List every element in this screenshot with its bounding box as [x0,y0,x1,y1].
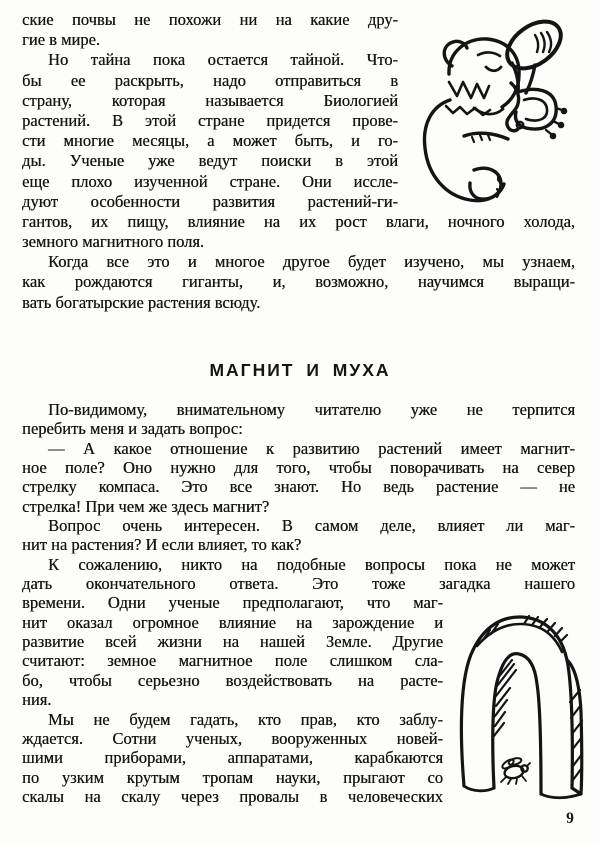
text-line: гантов, их пищу, влияние на их рост влаги, ночного холода, [22,211,575,231]
text-line: перебить меня и задать вопрос: [22,419,243,439]
text-line: как рождаются гиганты, и, возможно, научимся выращи- [22,272,575,292]
text-line: Вопрос очень интересен. В самом деле, влияет ли маг- [48,516,575,536]
text-line: развитие всей жизни на нашей Земле. Другие [22,632,443,652]
text-line: страну, которая называется Биологией [22,90,398,110]
text-line: бо, чтобы серьезно воздействовать на расте- [22,670,443,690]
text-line: бы ее раскрыть, надо отправиться в [22,70,398,90]
text-line: — А какое отношение к развитию растений имеет магнит- [48,438,575,458]
text-line: ские почвы не похожи ни на какие дру- [22,10,398,29]
text-line: еще плохо изученной стране. Они иссле- [22,171,398,191]
text-line: сти многие месяцы, а может быть, и го- [22,131,398,151]
text-line: шими приборами, аппаратами, карабкаются [22,748,443,768]
text-line: стрелка! При чем же здесь магнит? [22,496,270,516]
text-line: считают: земное магнитное поле слишком сла- [22,651,443,671]
text-line: ды. Ученые уже ведут поиски в этой [22,151,398,171]
text-line: времени. Одни ученые предполагают, что маг- [22,593,443,613]
text-line: Мы не будем гадать, кто прав, кто заблу- [48,709,443,729]
text-line: гие в мире. [22,30,100,50]
text-line: Но тайна пока остается тайной. Что- [48,50,398,70]
text-line: стрелку компаса. Это все знают. Но ведь растение — не [22,477,575,497]
text-line: нит на растения? И если влияет, то как? [22,535,302,555]
text-line: растений. В этой стране придется прове- [22,110,398,130]
elephant-trumpet-illustration [414,8,576,208]
text-line: скалы на скалу через провалы в человеческих [22,786,443,806]
text-line: дать окончательного ответа. Это тоже загадка нашего [22,574,575,594]
text-line: вать богатырские растения всюду. [22,292,261,312]
text-line: по узким крутым тропам науки, прыгают со [22,767,443,787]
horseshoe-magnet-fly-illustration [450,606,592,806]
text-line: ждается. Сотни ученых, вооруженных новей- [22,728,443,748]
text-line: ное поле? Оно нужно для того, чтобы поворачивать на север [22,458,575,478]
text-line: земного магнитного поля. [22,232,205,252]
text-line: дуют особенности развития растений-ги- [22,191,398,211]
text-line: Когда все это и многое другое будет изучено, мы узнаем, [48,252,575,272]
text-line: нит оказал огромное влияние на зарождение и [22,612,443,632]
text-line: ния. [22,690,52,710]
fly-figure [501,757,530,784]
text-line: По-видимому, внимательному читателю уже не терпится [48,400,575,419]
chapter-title: МАГНИТ И МУХА [209,360,391,380]
page-number: 9 [566,810,574,827]
text-line: К сожалению, никто на подобные вопросы пока не может [48,554,575,574]
